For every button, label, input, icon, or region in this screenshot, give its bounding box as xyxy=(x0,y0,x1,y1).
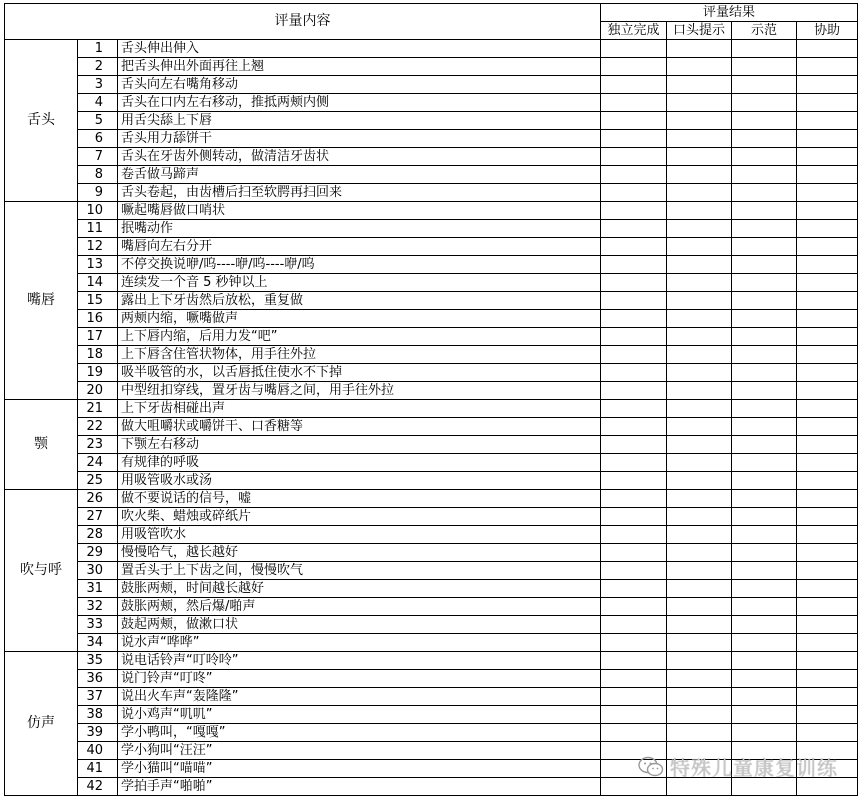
item-text: 两颊内缩，噘嘴做声 xyxy=(118,310,601,328)
result-demonstration-cell[interactable] xyxy=(732,580,797,598)
result-demonstration-cell[interactable] xyxy=(732,544,797,562)
result-independent-cell[interactable] xyxy=(601,382,667,400)
table-row xyxy=(5,706,858,724)
item-number: 41 xyxy=(78,760,118,778)
result-verbal-prompt-cell[interactable] xyxy=(667,670,732,688)
watermark-text: 特殊儿童康复训练 xyxy=(670,756,838,780)
item-number: 20 xyxy=(78,382,118,400)
item-text: 说小鸡声“叽叽” xyxy=(118,706,601,724)
result-assistance-cell[interactable] xyxy=(797,238,858,256)
result-assistance-cell[interactable] xyxy=(797,58,858,76)
result-demonstration-cell[interactable] xyxy=(732,40,797,58)
item-number: 24 xyxy=(78,454,118,472)
item-number: 30 xyxy=(78,562,118,580)
result-assistance-cell[interactable] xyxy=(797,634,858,652)
item-text: 吹火柴、蜡烛或碎纸片 xyxy=(118,508,601,526)
result-verbal-prompt-cell[interactable] xyxy=(667,544,732,562)
item-text: 把舌头伸出外面再往上翘 xyxy=(118,58,601,76)
item-number: 18 xyxy=(78,346,118,364)
result-demonstration-cell[interactable] xyxy=(732,472,797,490)
result-assistance-cell[interactable] xyxy=(797,526,858,544)
item-number: 42 xyxy=(78,778,118,796)
item-text: 噘起嘴唇做口哨状 xyxy=(118,202,601,220)
table-row xyxy=(5,220,858,238)
table-row xyxy=(5,58,858,76)
result-independent-cell[interactable] xyxy=(601,436,667,454)
col-header-assistance: 协助 xyxy=(797,22,858,40)
result-assistance-cell[interactable] xyxy=(797,148,858,166)
result-assistance-cell[interactable] xyxy=(797,202,858,220)
item-number: 32 xyxy=(78,598,118,616)
result-verbal-prompt-cell[interactable] xyxy=(667,256,732,274)
item-number: 9 xyxy=(78,184,118,202)
category-cell: 颚 xyxy=(5,400,78,490)
result-independent-cell[interactable] xyxy=(601,562,667,580)
result-assistance-cell[interactable] xyxy=(797,274,858,292)
result-demonstration-cell[interactable] xyxy=(732,202,797,220)
item-text: 露出上下牙齿然后放松，重复做 xyxy=(118,292,601,310)
item-text: 上下唇含住管状物体，用手往外拉 xyxy=(118,346,601,364)
result-independent-cell[interactable] xyxy=(601,58,667,76)
watermark xyxy=(638,752,838,781)
result-assistance-cell[interactable] xyxy=(797,130,858,148)
table-row xyxy=(5,328,858,346)
item-number: 3 xyxy=(78,76,118,94)
table-row xyxy=(5,40,858,58)
item-text: 舌头用力舔饼干 xyxy=(118,130,601,148)
item-number: 36 xyxy=(78,670,118,688)
result-verbal-prompt-cell[interactable] xyxy=(667,238,732,256)
table-row xyxy=(5,544,858,562)
item-number: 31 xyxy=(78,580,118,598)
table-row xyxy=(5,508,858,526)
item-number: 14 xyxy=(78,274,118,292)
result-demonstration-cell[interactable] xyxy=(732,598,797,616)
result-demonstration-cell[interactable] xyxy=(732,58,797,76)
col-header-independent: 独立完成 xyxy=(601,22,667,40)
result-assistance-cell[interactable] xyxy=(797,166,858,184)
result-demonstration-cell[interactable] xyxy=(732,562,797,580)
result-independent-cell[interactable] xyxy=(601,418,667,436)
result-verbal-prompt-cell[interactable] xyxy=(667,382,732,400)
col-header-verbal-prompt: 口头提示 xyxy=(667,22,732,40)
result-independent-cell[interactable] xyxy=(601,310,667,328)
result-demonstration-cell[interactable] xyxy=(732,526,797,544)
item-text: 吸半吸管的水，以舌唇抵住使水不下掉 xyxy=(118,364,601,382)
table-row xyxy=(5,580,858,598)
item-number: 34 xyxy=(78,634,118,652)
result-assistance-cell[interactable] xyxy=(797,490,858,508)
result-verbal-prompt-cell[interactable] xyxy=(667,76,732,94)
result-demonstration-cell[interactable] xyxy=(732,688,797,706)
table-row xyxy=(5,130,858,148)
result-independent-cell[interactable] xyxy=(601,706,667,724)
table-row xyxy=(5,184,858,202)
result-independent-cell[interactable] xyxy=(601,220,667,238)
result-demonstration-cell[interactable] xyxy=(732,292,797,310)
result-verbal-prompt-cell[interactable] xyxy=(667,184,732,202)
result-verbal-prompt-cell[interactable] xyxy=(667,220,732,238)
item-number: 22 xyxy=(78,418,118,436)
item-text: 说水声“哗哗” xyxy=(118,634,601,652)
result-demonstration-cell[interactable] xyxy=(732,490,797,508)
result-assistance-cell[interactable] xyxy=(797,328,858,346)
col-header-demonstration: 示范 xyxy=(732,22,797,40)
result-demonstration-cell[interactable] xyxy=(732,382,797,400)
table-row xyxy=(5,562,858,580)
table-row xyxy=(5,436,858,454)
item-number: 29 xyxy=(78,544,118,562)
item-text: 学小猫叫“喵喵” xyxy=(118,760,601,778)
result-verbal-prompt-cell[interactable] xyxy=(667,652,732,670)
item-number: 38 xyxy=(78,706,118,724)
result-demonstration-cell[interactable] xyxy=(732,436,797,454)
result-demonstration-cell[interactable] xyxy=(732,418,797,436)
result-assistance-cell[interactable] xyxy=(797,598,858,616)
result-assistance-cell[interactable] xyxy=(797,562,858,580)
result-verbal-prompt-cell[interactable] xyxy=(667,112,732,130)
result-demonstration-cell[interactable] xyxy=(732,76,797,94)
result-verbal-prompt-cell[interactable] xyxy=(667,94,732,112)
table-row xyxy=(5,382,858,400)
item-text: 上下牙齿相碰出声 xyxy=(118,400,601,418)
table-row xyxy=(5,94,858,112)
item-text: 嘴唇向左右分开 xyxy=(118,238,601,256)
item-number: 26 xyxy=(78,490,118,508)
result-demonstration-cell[interactable] xyxy=(732,256,797,274)
result-independent-cell[interactable] xyxy=(601,634,667,652)
result-demonstration-cell[interactable] xyxy=(732,238,797,256)
result-verbal-prompt-cell[interactable] xyxy=(667,328,732,346)
result-independent-cell[interactable] xyxy=(601,292,667,310)
table-row xyxy=(5,472,858,490)
result-verbal-prompt-cell[interactable] xyxy=(667,454,732,472)
result-demonstration-cell[interactable] xyxy=(732,706,797,724)
item-number: 10 xyxy=(78,202,118,220)
result-demonstration-cell[interactable] xyxy=(732,148,797,166)
item-text: 上下唇内缩，后用力发“吧” xyxy=(118,328,601,346)
item-text: 慢慢哈气，越长越好 xyxy=(118,544,601,562)
header-row-1 xyxy=(5,4,858,22)
table-row xyxy=(5,598,858,616)
result-demonstration-cell[interactable] xyxy=(732,400,797,418)
result-assistance-cell[interactable] xyxy=(797,580,858,598)
table-row xyxy=(5,274,858,292)
content-header: 评量内容 xyxy=(5,4,601,40)
item-text: 用吸管吸水或汤 xyxy=(118,472,601,490)
table-row xyxy=(5,688,858,706)
result-independent-cell[interactable] xyxy=(601,76,667,94)
result-demonstration-cell[interactable] xyxy=(732,328,797,346)
result-independent-cell[interactable] xyxy=(601,202,667,220)
table-row xyxy=(5,238,858,256)
result-independent-cell[interactable] xyxy=(601,724,667,742)
table-row xyxy=(5,652,858,670)
result-verbal-prompt-cell[interactable] xyxy=(667,508,732,526)
item-number: 25 xyxy=(78,472,118,490)
item-number: 37 xyxy=(78,688,118,706)
result-assistance-cell[interactable] xyxy=(797,40,858,58)
result-independent-cell[interactable] xyxy=(601,652,667,670)
result-verbal-prompt-cell[interactable] xyxy=(667,346,732,364)
result-verbal-prompt-cell[interactable] xyxy=(667,418,732,436)
result-demonstration-cell[interactable] xyxy=(732,94,797,112)
result-verbal-prompt-cell[interactable] xyxy=(667,688,732,706)
item-number: 6 xyxy=(78,130,118,148)
result-verbal-prompt-cell[interactable] xyxy=(667,490,732,508)
result-assistance-cell[interactable] xyxy=(797,670,858,688)
result-independent-cell[interactable] xyxy=(601,598,667,616)
result-independent-cell[interactable] xyxy=(601,274,667,292)
item-text: 说出火车声“轰隆隆” xyxy=(118,688,601,706)
evaluation-table xyxy=(4,3,858,796)
result-assistance-cell[interactable] xyxy=(797,418,858,436)
table-row xyxy=(5,670,858,688)
table-row xyxy=(5,112,858,130)
category-cell: 仿声 xyxy=(5,652,78,796)
table-row xyxy=(5,526,858,544)
result-independent-cell[interactable] xyxy=(601,166,667,184)
result-assistance-cell[interactable] xyxy=(797,508,858,526)
item-text: 用舌尖舔上下唇 xyxy=(118,112,601,130)
item-number: 28 xyxy=(78,526,118,544)
result-assistance-cell[interactable] xyxy=(797,652,858,670)
result-verbal-prompt-cell[interactable] xyxy=(667,130,732,148)
item-text: 学小狗叫“汪汪” xyxy=(118,742,601,760)
result-verbal-prompt-cell[interactable] xyxy=(667,436,732,454)
result-assistance-cell[interactable] xyxy=(797,706,858,724)
item-number: 17 xyxy=(78,328,118,346)
result-demonstration-cell[interactable] xyxy=(732,670,797,688)
result-assistance-cell[interactable] xyxy=(797,220,858,238)
result-assistance-cell[interactable] xyxy=(797,616,858,634)
result-assistance-cell[interactable] xyxy=(797,76,858,94)
item-text: 学小鸭叫，“嘎嘎” xyxy=(118,724,601,742)
result-independent-cell[interactable] xyxy=(601,256,667,274)
result-demonstration-cell[interactable] xyxy=(732,652,797,670)
item-text: 舌头在牙齿外侧转动，做清洁牙齿状 xyxy=(118,148,601,166)
item-text: 鼓起两颊，做漱口状 xyxy=(118,616,601,634)
result-independent-cell[interactable] xyxy=(601,490,667,508)
result-assistance-cell[interactable] xyxy=(797,472,858,490)
item-text: 舌头向左右嘴角移动 xyxy=(118,76,601,94)
result-assistance-cell[interactable] xyxy=(797,724,858,742)
item-number: 33 xyxy=(78,616,118,634)
result-assistance-cell[interactable] xyxy=(797,184,858,202)
wechat-icon xyxy=(638,756,664,778)
item-number: 40 xyxy=(78,742,118,760)
item-number: 13 xyxy=(78,256,118,274)
item-number: 16 xyxy=(78,310,118,328)
result-verbal-prompt-cell[interactable] xyxy=(667,400,732,418)
result-independent-cell[interactable] xyxy=(601,472,667,490)
result-independent-cell[interactable] xyxy=(601,526,667,544)
item-text: 舌头在口内左右移动，推抵两颊内侧 xyxy=(118,94,601,112)
table-row xyxy=(5,364,858,382)
item-number: 7 xyxy=(78,148,118,166)
item-text: 说电话铃声“叮呤呤” xyxy=(118,652,601,670)
item-number: 2 xyxy=(78,58,118,76)
result-assistance-cell[interactable] xyxy=(797,436,858,454)
result-demonstration-cell[interactable] xyxy=(732,130,797,148)
result-independent-cell[interactable] xyxy=(601,454,667,472)
result-independent-cell[interactable] xyxy=(601,400,667,418)
item-text: 舌头伸出伸入 xyxy=(118,40,601,58)
result-independent-cell[interactable] xyxy=(601,112,667,130)
result-assistance-cell[interactable] xyxy=(797,688,858,706)
item-number: 23 xyxy=(78,436,118,454)
result-independent-cell[interactable] xyxy=(601,670,667,688)
result-verbal-prompt-cell[interactable] xyxy=(667,706,732,724)
result-independent-cell[interactable] xyxy=(601,346,667,364)
item-text: 不停交换说咿/呜----咿/呜----咿/呜 xyxy=(118,256,601,274)
result-verbal-prompt-cell[interactable] xyxy=(667,274,732,292)
result-demonstration-cell[interactable] xyxy=(732,364,797,382)
result-verbal-prompt-cell[interactable] xyxy=(667,580,732,598)
result-independent-cell[interactable] xyxy=(601,328,667,346)
result-independent-cell[interactable] xyxy=(601,238,667,256)
item-text: 做不要说话的信号，嘘 xyxy=(118,490,601,508)
item-number: 1 xyxy=(78,40,118,58)
table-row xyxy=(5,400,858,418)
result-assistance-cell[interactable] xyxy=(797,364,858,382)
result-verbal-prompt-cell[interactable] xyxy=(667,598,732,616)
table-row xyxy=(5,418,858,436)
item-text: 舌头卷起，由齿槽后扫至软腭再扫回来 xyxy=(118,184,601,202)
result-independent-cell[interactable] xyxy=(601,616,667,634)
table-row xyxy=(5,256,858,274)
item-text: 用吸管吹水 xyxy=(118,526,601,544)
table-row xyxy=(5,724,858,742)
item-number: 4 xyxy=(78,94,118,112)
result-demonstration-cell[interactable] xyxy=(732,346,797,364)
result-assistance-cell[interactable] xyxy=(797,94,858,112)
table-row xyxy=(5,292,858,310)
table-row xyxy=(5,148,858,166)
item-text: 中型纽扣穿线，置牙齿与嘴唇之间，用手往外拉 xyxy=(118,382,601,400)
table-row xyxy=(5,490,858,508)
item-text: 做大咀嚼状或嚼饼干、口香糖等 xyxy=(118,418,601,436)
result-demonstration-cell[interactable] xyxy=(732,310,797,328)
result-demonstration-cell[interactable] xyxy=(732,220,797,238)
result-verbal-prompt-cell[interactable] xyxy=(667,58,732,76)
item-text: 抿嘴动作 xyxy=(118,220,601,238)
item-number: 15 xyxy=(78,292,118,310)
result-verbal-prompt-cell[interactable] xyxy=(667,148,732,166)
result-assistance-cell[interactable] xyxy=(797,256,858,274)
item-number: 5 xyxy=(78,112,118,130)
result-verbal-prompt-cell[interactable] xyxy=(667,472,732,490)
result-independent-cell[interactable] xyxy=(601,580,667,598)
result-demonstration-cell[interactable] xyxy=(732,634,797,652)
result-verbal-prompt-cell[interactable] xyxy=(667,526,732,544)
item-text: 置舌头于上下齿之间，慢慢吹气 xyxy=(118,562,601,580)
result-verbal-prompt-cell[interactable] xyxy=(667,724,732,742)
result-verbal-prompt-cell[interactable] xyxy=(667,292,732,310)
result-demonstration-cell[interactable] xyxy=(732,454,797,472)
result-verbal-prompt-cell[interactable] xyxy=(667,562,732,580)
item-number: 19 xyxy=(78,364,118,382)
result-header: 评量结果 xyxy=(601,4,858,22)
item-number: 35 xyxy=(78,652,118,670)
table-row xyxy=(5,76,858,94)
table-row xyxy=(5,166,858,184)
result-demonstration-cell[interactable] xyxy=(732,508,797,526)
category-cell: 嘴唇 xyxy=(5,202,78,400)
result-assistance-cell[interactable] xyxy=(797,310,858,328)
result-demonstration-cell[interactable] xyxy=(732,184,797,202)
table-row xyxy=(5,202,858,220)
result-independent-cell[interactable] xyxy=(601,364,667,382)
result-verbal-prompt-cell[interactable] xyxy=(667,202,732,220)
item-text: 说门铃声“叮咚” xyxy=(118,670,601,688)
result-assistance-cell[interactable] xyxy=(797,382,858,400)
item-text: 学拍手声“啪啪” xyxy=(118,778,601,796)
table-row xyxy=(5,634,858,652)
result-independent-cell[interactable] xyxy=(601,688,667,706)
item-number: 27 xyxy=(78,508,118,526)
table-row xyxy=(5,346,858,364)
result-independent-cell[interactable] xyxy=(601,148,667,166)
result-independent-cell[interactable] xyxy=(601,130,667,148)
result-verbal-prompt-cell[interactable] xyxy=(667,310,732,328)
result-verbal-prompt-cell[interactable] xyxy=(667,166,732,184)
result-demonstration-cell[interactable] xyxy=(732,112,797,130)
result-assistance-cell[interactable] xyxy=(797,454,858,472)
result-assistance-cell[interactable] xyxy=(797,544,858,562)
result-verbal-prompt-cell[interactable] xyxy=(667,616,732,634)
result-independent-cell[interactable] xyxy=(601,184,667,202)
table-row xyxy=(5,454,858,472)
result-assistance-cell[interactable] xyxy=(797,400,858,418)
result-independent-cell[interactable] xyxy=(601,40,667,58)
result-verbal-prompt-cell[interactable] xyxy=(667,634,732,652)
category-cell: 吹与呼 xyxy=(5,490,78,652)
result-demonstration-cell[interactable] xyxy=(732,274,797,292)
result-independent-cell[interactable] xyxy=(601,508,667,526)
category-cell: 舌头 xyxy=(5,40,78,202)
result-demonstration-cell[interactable] xyxy=(732,166,797,184)
item-text: 鼓胀两颊，然后爆/啪声 xyxy=(118,598,601,616)
item-text: 鼓胀两颊，时间越长越好 xyxy=(118,580,601,598)
result-verbal-prompt-cell[interactable] xyxy=(667,364,732,382)
result-independent-cell[interactable] xyxy=(601,94,667,112)
result-assistance-cell[interactable] xyxy=(797,292,858,310)
result-assistance-cell[interactable] xyxy=(797,346,858,364)
item-number: 11 xyxy=(78,220,118,238)
item-number: 21 xyxy=(78,400,118,418)
table-row xyxy=(5,310,858,328)
item-text: 连续发一个音 5 秒钟以上 xyxy=(118,274,601,292)
result-demonstration-cell[interactable] xyxy=(732,616,797,634)
item-number: 8 xyxy=(78,166,118,184)
item-text: 下颚左右移动 xyxy=(118,436,601,454)
item-number: 39 xyxy=(78,724,118,742)
item-number: 12 xyxy=(78,238,118,256)
result-verbal-prompt-cell[interactable] xyxy=(667,40,732,58)
result-independent-cell[interactable] xyxy=(601,544,667,562)
result-assistance-cell[interactable] xyxy=(797,112,858,130)
result-demonstration-cell[interactable] xyxy=(732,724,797,742)
item-text: 有规律的呼吸 xyxy=(118,454,601,472)
table-row xyxy=(5,616,858,634)
item-text: 卷舌做马蹄声 xyxy=(118,166,601,184)
